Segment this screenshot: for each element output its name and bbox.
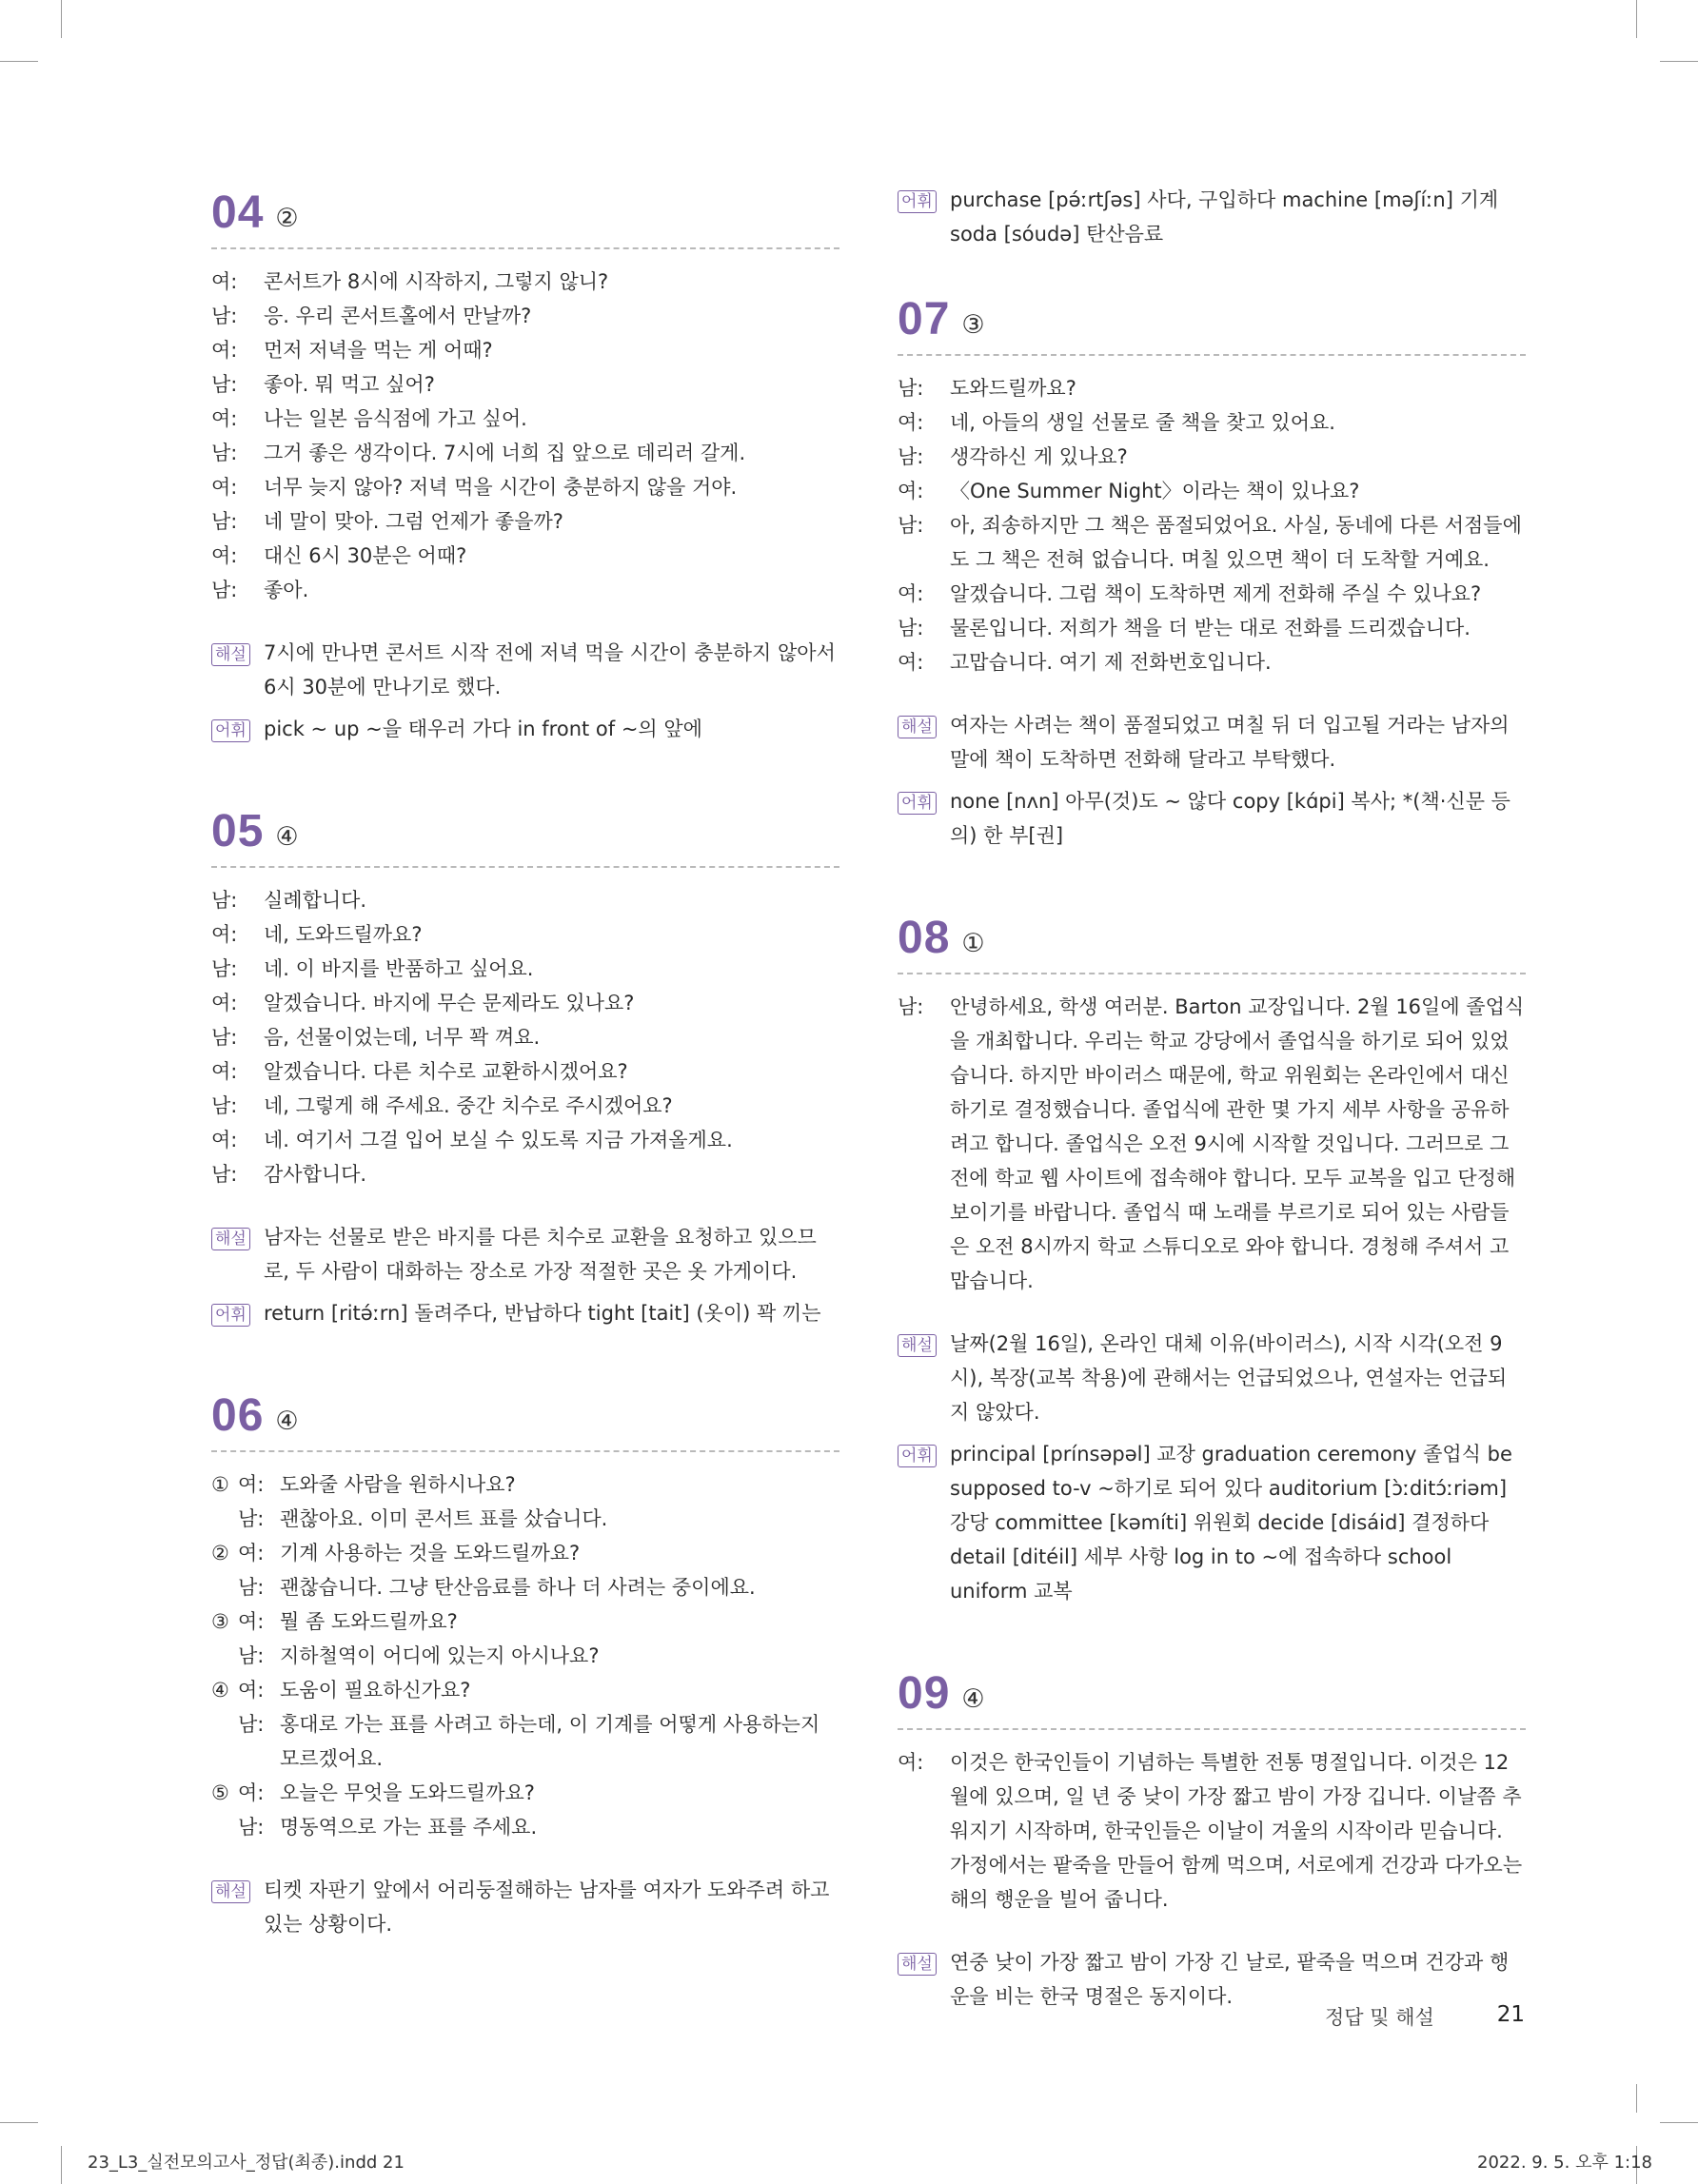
question-header	[898, 289, 1526, 343]
dialogue-line	[211, 367, 839, 402]
explanation-text: 티켓 자판기 앞에서 어리둥절해하는 남자를 여자가 도와주려 하고 있는 상황이다.	[264, 1879, 830, 1936]
speaker: 남:	[238, 1644, 265, 1667]
utterance: 콘서트가 8시에 시작하지, 그렇지 않니?	[264, 270, 609, 293]
utterance: 먼저 저녁을 먹는 게 어때?	[264, 339, 493, 362]
utterance: 안녕하세요, 학생 여러분. Barton 교장입니다. 2월 16일에 졸업식을 개최합니다. 우리는 학교 강당에서 졸업식을 하기로 되어 있었습니다. 하지만 바이러스 때문에, 학교 위원회는 온라인에서 대신 하기로 결정했습니다. 졸업식에 관한 몇 가지 세부 사항을 공유하려고 합니다. 졸업식은 오전 9시에 시작할 것입니다. 그러므로 그 전에 학교 웹 사이트에 접속해야 합니다. 모두 교복을 입고 단정해 보이기를 바랍니다. 졸업식 때 노래를 부르기로 되어 있는 사람들은 오전 8시까지 학교 스튜디오로 와야 합니다. 경청해 주셔서 고맙습니다.	[950, 995, 1525, 1292]
utterance: 실례합니다.	[264, 889, 367, 912]
dialogue	[898, 371, 1526, 679]
page-footer	[1325, 2002, 1525, 2031]
divider	[211, 866, 839, 868]
speaker: 남:	[238, 1507, 265, 1530]
explanation	[898, 708, 1526, 777]
utterance: 오늘은 무엇을 도와드릴까요?	[280, 1781, 535, 1804]
utterance: 알겠습니다. 다른 치수로 교환하시겠어요?	[264, 1060, 628, 1083]
utterance: 괜찮습니다. 그냥 탄산음료를 하나 더 사려는 중이에요.	[280, 1576, 756, 1599]
answer-mark: ④	[961, 1684, 985, 1714]
explanation-tag: 해설	[898, 716, 937, 738]
vocabulary-tag: 어휘	[898, 792, 937, 815]
utterance: 생각하신 게 있나요?	[950, 445, 1128, 468]
question-header	[211, 183, 839, 236]
dialogue-line	[211, 1157, 839, 1191]
speaker: 남:	[211, 957, 238, 980]
crop-mark	[61, 0, 62, 38]
speaker: 여:	[211, 407, 238, 430]
option-line	[211, 1639, 839, 1673]
divider	[898, 1728, 1526, 1730]
speaker: 남:	[211, 442, 238, 464]
option-number: ①	[211, 1473, 229, 1496]
crop-mark	[1660, 61, 1698, 62]
speaker: 남:	[898, 377, 924, 400]
dialogue-line	[898, 508, 1526, 577]
dialogue-line	[211, 504, 839, 539]
divider	[211, 247, 839, 249]
answer-mark: ②	[275, 204, 299, 233]
utterance: 좋아. 뭐 먹고 싶어?	[264, 373, 435, 396]
option-number	[211, 1707, 238, 1776]
question-header	[211, 1386, 839, 1439]
speaker: 여:	[211, 923, 238, 946]
answer-mark: ④	[275, 1407, 299, 1436]
explanation-text: 연중 낮이 가장 짧고 밤이 가장 긴 날로, 팥죽을 먹으며 건강과 행운을 비는 한국 명절은 동지이다.	[950, 1951, 1510, 2008]
utterance: 네 말이 맞아. 그럼 언제가 좋을까?	[264, 510, 563, 533]
option-line	[211, 1536, 839, 1570]
option-line	[211, 1467, 839, 1502]
monologue	[898, 1745, 1526, 1917]
utterance: 음, 선물이었는데, 너무 꽉 껴요.	[264, 1026, 541, 1049]
dialogue-line	[211, 1020, 839, 1054]
explanation-tag: 해설	[898, 1334, 937, 1357]
dialogue-line	[211, 265, 839, 299]
vocabulary-text: return [ritə́ːrn] 돌려주다, 반납하다 tight [tait] (옷이) 꽉 끼는	[264, 1302, 821, 1325]
speaker: 여:	[898, 411, 924, 434]
question-number: 09	[898, 1668, 951, 1719]
divider	[898, 354, 1526, 356]
question-number: 06	[211, 1390, 265, 1441]
option-number: ④	[211, 1679, 229, 1702]
option-line	[211, 1570, 839, 1604]
utterance: 네, 도와드릴까요?	[264, 923, 423, 946]
speaker: 여:	[898, 582, 924, 605]
dialogue-line	[211, 436, 839, 470]
speaker: 남:	[211, 1094, 238, 1117]
explanation-tag: 해설	[211, 1228, 250, 1250]
speaker: 여:	[211, 476, 238, 499]
question-04	[211, 183, 839, 746]
utterance: 응. 우리 콘서트홀에서 만날까?	[264, 305, 532, 327]
speaker: 여:	[211, 992, 238, 1014]
option-line	[211, 1604, 839, 1639]
utterance: 네, 아들의 생일 선물로 줄 책을 찾고 있어요.	[950, 411, 1335, 434]
dialogue-line	[211, 1089, 839, 1123]
divider	[898, 973, 1526, 974]
explanation-text: 남자는 선물로 받은 바지를 다른 치수로 교환을 요청하고 있으므로, 두 사람이 대화하는 장소로 가장 적절한 곳은 옷 가게이다.	[264, 1226, 817, 1283]
utterance: 네. 이 바지를 반품하고 싶어요.	[264, 957, 534, 980]
speaker: 여:	[211, 270, 238, 293]
speaker: 여:	[238, 1781, 265, 1804]
speaker: 여:	[238, 1473, 265, 1496]
explanation-text: 날짜(2월 16일), 온라인 대체 이유(바이러스), 시작 시각(오전 9시), 복장(교복 착용)에 관해서는 언급되었으나, 연설자는 언급되지 않았다.	[950, 1332, 1508, 1424]
explanation-tag: 해설	[898, 1953, 937, 1976]
vocabulary-text: none [nʌn] 아무(것)도 ~ 않다 copy [kɑ́pi] 복사; *(책·신문 등의) 한 부[권]	[950, 790, 1510, 847]
vocabulary	[211, 1296, 839, 1330]
utterance: 좋아.	[264, 579, 309, 601]
speaker: 남:	[898, 445, 924, 468]
utterance: 기계 사용하는 것을 도와드릴까요?	[280, 1542, 581, 1564]
option-line	[211, 1707, 839, 1776]
dialogue-line	[211, 1123, 839, 1157]
option-number	[211, 1502, 238, 1536]
question-number: 08	[898, 913, 951, 963]
speaker: 남:	[211, 889, 238, 912]
speaker: 여:	[238, 1542, 265, 1564]
option-number	[211, 1639, 238, 1673]
utterance: 뭘 좀 도와드릴까요?	[280, 1610, 458, 1633]
dialogue-line	[898, 645, 1526, 679]
dialogue-line	[898, 990, 1526, 1298]
vocabulary-tag: 어휘	[898, 190, 937, 213]
option-line	[211, 1673, 839, 1707]
dialogue-line	[898, 405, 1526, 440]
speaker: 남:	[211, 1163, 238, 1186]
dialogue-line	[898, 440, 1526, 474]
question-06	[211, 1386, 839, 1941]
utterance: 명동역으로 가는 표를 주세요.	[280, 1816, 538, 1839]
utterance: 도와드릴까요?	[950, 377, 1076, 400]
speaker: 여:	[211, 339, 238, 362]
utterance: 너무 늦지 않아? 저녁 먹을 시간이 충분하지 않을 거야.	[264, 476, 738, 499]
answer-mark: ①	[961, 929, 985, 958]
explanation	[211, 1873, 839, 1941]
explanation	[211, 636, 839, 704]
explanation-tag: 해설	[211, 1880, 250, 1903]
utterance: 도와줄 사람을 원하시나요?	[280, 1473, 516, 1496]
footer-title: 정답 및 해설	[1325, 2006, 1434, 2029]
speaker: 남:	[211, 305, 238, 327]
question-07	[898, 289, 1526, 853]
speaker: 남:	[211, 1026, 238, 1049]
question-08	[898, 908, 1526, 1608]
option-number: ⑤	[211, 1781, 229, 1804]
explanation	[898, 1327, 1526, 1429]
dialogue-line	[211, 470, 839, 504]
dialogue-line	[211, 573, 839, 607]
option-line	[211, 1776, 839, 1810]
utterance: 도움이 필요하신가요?	[280, 1679, 471, 1702]
crop-mark	[1636, 2084, 1637, 2113]
vocabulary	[898, 1437, 1526, 1608]
utterance: 〈One Summer Night〉이라는 책이 있나요?	[950, 480, 1360, 502]
utterance: 이것은 한국인들이 기념하는 특별한 전통 명절입니다. 이것은 12월에 있으며, 일 년 중 낮이 가장 짧고 밤이 가장 깁니다. 이날쯤 추워지기 시작하며, 한국인들은 이날이 겨울의 시작이라 믿습니다. 가정에서는 팥죽을 만들어 함께 먹으며, 서로에게 건강과 다가오는 해의 행운을 빌어 줍니다.	[950, 1751, 1523, 1911]
crop-mark	[1660, 2122, 1698, 2123]
speaker: 남:	[211, 579, 238, 601]
crop-mark	[1636, 0, 1637, 38]
option-number: ②	[211, 1542, 229, 1564]
utterance: 나는 일본 음식점에 가고 싶어.	[264, 407, 527, 430]
speaker: 남:	[898, 995, 924, 1018]
speaker: 여:	[238, 1679, 265, 1702]
utterance: 네. 여기서 그걸 입어 보실 수 있도록 지금 가져올게요.	[264, 1129, 733, 1151]
speaker: 남:	[211, 373, 238, 396]
vocabulary-tag: 어휘	[898, 1445, 937, 1467]
explanation-tag: 해설	[211, 643, 250, 666]
utterance: 아, 죄송하지만 그 책은 품절되었어요. 사실, 동네에 다른 서점들에도 그 책은 전혀 없습니다. 며칠 있으면 책이 더 도착할 거예요.	[950, 514, 1522, 571]
option-line	[211, 1810, 839, 1844]
dialogue-line	[211, 1054, 839, 1089]
utterance: 네, 그렇게 해 주세요. 중간 치수로 주시겠어요?	[264, 1094, 673, 1117]
speaker: 남:	[898, 514, 924, 537]
utterance: 물론입니다. 저희가 책을 더 받는 대로 전화를 드리겠습니다.	[950, 617, 1471, 639]
dialogue	[211, 265, 839, 607]
dialogue-line	[898, 371, 1526, 405]
answer-mark: ④	[275, 822, 299, 852]
vocabulary	[898, 784, 1526, 853]
dialogue	[211, 883, 839, 1191]
explanation-text: 여자는 사려는 책이 품절되었고 며칠 뒤 더 입고될 거라는 남자의 말에 책이 도착하면 전화해 달라고 부탁했다.	[950, 714, 1510, 771]
crop-mark	[0, 2122, 38, 2123]
option-line	[211, 1502, 839, 1536]
speaker: 남:	[238, 1576, 265, 1599]
dialogue-line	[211, 952, 839, 986]
divider	[211, 1450, 839, 1452]
question-number: 04	[211, 187, 265, 238]
dialogue-line	[898, 611, 1526, 645]
dialogue-line	[211, 402, 839, 436]
dialogue-line	[211, 986, 839, 1020]
question-05	[211, 801, 839, 1330]
utterance: 대신 6시 30분은 어때?	[264, 544, 467, 567]
utterance: 알겠습니다. 그럼 책이 도착하면 제게 전화해 주실 수 있나요?	[950, 582, 1482, 605]
dialogue-line	[211, 333, 839, 367]
slug-filename: 23_L3_실전모의고사_정답(최종).indd 21	[88, 2153, 405, 2173]
vocabulary	[898, 183, 1526, 251]
speaker: 남:	[238, 1713, 265, 1736]
speaker: 남:	[238, 1816, 265, 1839]
question-06-vocabulary	[898, 183, 1526, 251]
vocabulary-text: pick ~ up ~을 태우러 가다 in front of ~의 앞에	[264, 718, 702, 740]
question-header	[898, 1663, 1526, 1717]
dialogue-line	[211, 299, 839, 333]
question-number: 05	[211, 806, 265, 856]
question-header	[211, 801, 839, 855]
dialogue-line	[898, 577, 1526, 611]
vocabulary-tag: 어휘	[211, 1304, 250, 1327]
left-column	[211, 183, 839, 1997]
crop-mark	[0, 61, 38, 62]
utterance: 고맙습니다. 여기 제 전화번호입니다.	[950, 651, 1272, 674]
vocabulary-text: purchase [pə́ːrtʃəs] 사다, 구입하다 machine [məʃíːn] 기계 soda [sóudə] 탄산음료	[950, 188, 1499, 246]
option-number: ③	[211, 1610, 229, 1633]
speaker: 여:	[211, 544, 238, 567]
speaker: 여:	[898, 651, 924, 674]
right-column	[898, 183, 1526, 2069]
utterance: 그거 좋은 생각이다. 7시에 너희 집 앞으로 데리러 갈게.	[264, 442, 746, 464]
question-09	[898, 1663, 1526, 2014]
explanation-text: 7시에 만나면 콘서트 시작 전에 저녁 먹을 시간이 충분하지 않아서 6시 30분에 만나기로 했다.	[264, 641, 836, 698]
print-slug	[0, 2143, 1698, 2175]
vocabulary	[211, 712, 839, 746]
speaker: 여:	[238, 1610, 265, 1633]
utterance: 알겠습니다. 바지에 무슨 문제라도 있나요?	[264, 992, 635, 1014]
slug-date: 2022. 9. 5. 오후 1:18	[1477, 2153, 1652, 2173]
option-number	[211, 1810, 238, 1844]
answer-mark: ③	[961, 310, 985, 340]
explanation	[211, 1220, 839, 1289]
speaker: 남:	[898, 617, 924, 639]
options	[211, 1467, 839, 1844]
utterance: 감사합니다.	[264, 1163, 367, 1186]
vocabulary-text: principal [prínsəpəl] 교장 graduation ceremony 졸업식 be supposed to-v ~하기로 되어 있다 auditorium [ɔ̀ːditɔ́ːriəm] 강당 committee [kəmíti] 위원회 decide [disáid] 결정하다 detail [ditéil] 세부 사항 log in to ~에 접속하다 school uniform 교복	[950, 1443, 1512, 1603]
speaker: 남:	[211, 510, 238, 533]
question-header	[898, 908, 1526, 961]
dialogue-line	[211, 539, 839, 573]
speaker: 여:	[898, 1751, 924, 1774]
dialogue-line	[898, 474, 1526, 508]
monologue	[898, 990, 1526, 1298]
option-number	[211, 1570, 238, 1604]
dialogue-line	[211, 883, 839, 917]
utterance: 지하철역이 어디에 있는지 아시나요?	[280, 1644, 600, 1667]
question-number: 07	[898, 294, 951, 344]
vocabulary-tag: 어휘	[211, 719, 250, 742]
dialogue-line	[211, 917, 839, 952]
speaker: 여:	[211, 1129, 238, 1151]
dialogue-line	[898, 1745, 1526, 1917]
utterance: 괜찮아요. 이미 콘서트 표를 샀습니다.	[280, 1507, 608, 1530]
speaker: 여:	[211, 1060, 238, 1083]
page-number: 21	[1496, 2002, 1525, 2027]
utterance: 홍대로 가는 표를 사려고 하는데, 이 기계를 어떻게 사용하는지 모르겠어요.	[280, 1713, 820, 1770]
speaker: 여:	[898, 480, 924, 502]
